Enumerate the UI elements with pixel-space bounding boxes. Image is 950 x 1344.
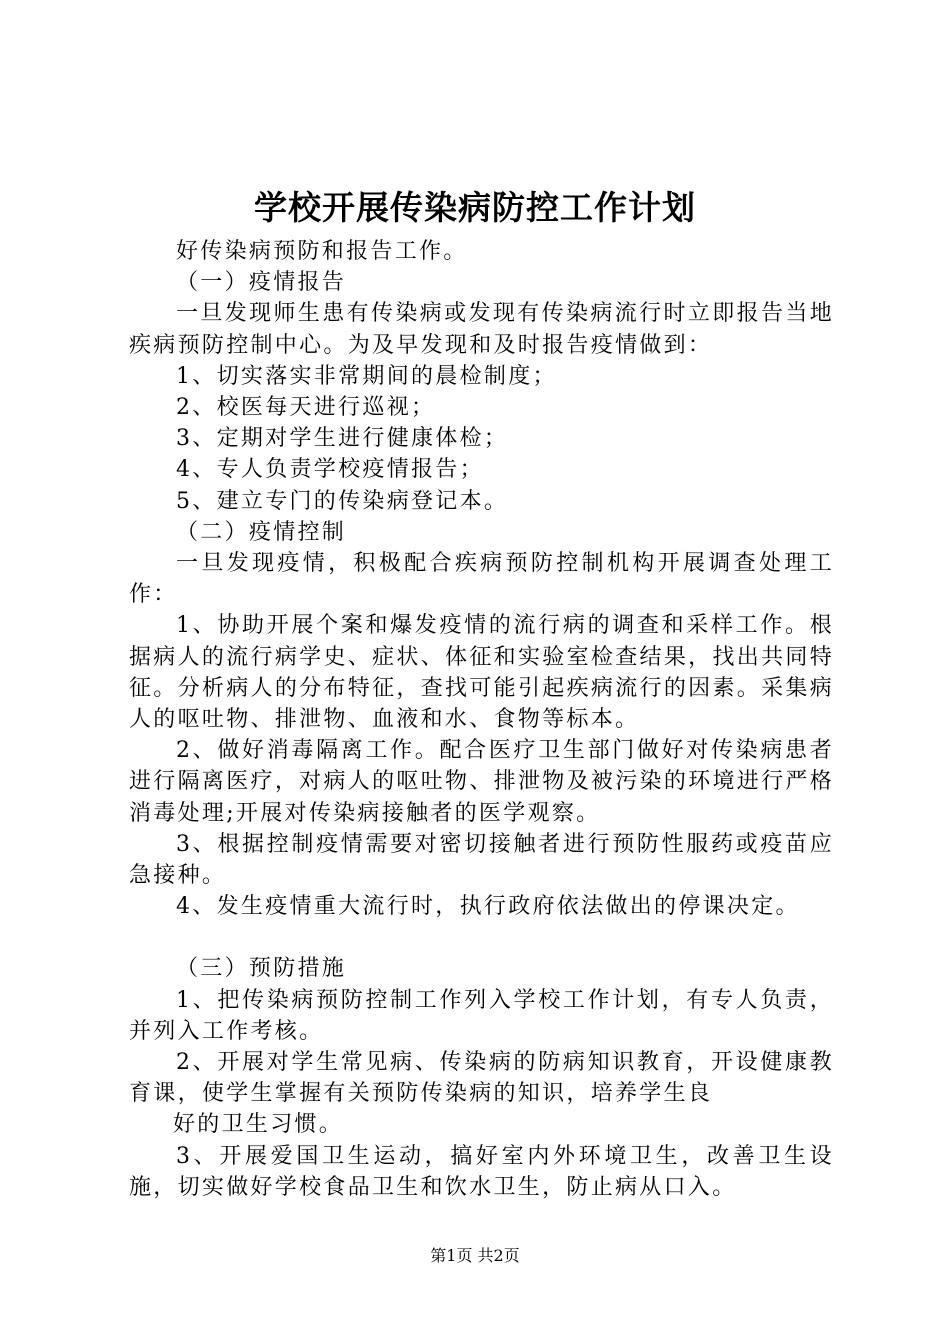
list-item: 1、把传染病预防控制工作列入学校工作计划，有专人负责，并列入工作考核。 [129, 987, 834, 1044]
list-item: 3、根据控制疫情需要对密切接触者进行预防性服药或疫苗应急接种。 [129, 831, 834, 889]
document-title: 学校开展传染病防控工作计划 [254, 188, 696, 227]
section-heading-3: （三）预防措施 [176, 956, 347, 982]
list-item: 5、建立专门的传染病登记本。 [176, 488, 509, 514]
paragraph: 一旦发现师生患有传染病或发现有传染病流行时立即报告当地疾病预防控制中心。为及早发现和及时报告疫情做到： [129, 301, 834, 358]
list-item: 1、切实落实非常期间的晨检制度； [176, 363, 557, 389]
list-item: 3、定期对学生进行健康体检； [176, 426, 509, 452]
list-item: 4、发生疫情重大流行时，执行政府依法做出的停课决定。 [176, 894, 800, 920]
list-item: 4、专人负责学校疫情报告； [176, 457, 484, 483]
paragraph: 一旦发现疫情，积极配合疾病预防控制机构开展调查处理工作： [129, 551, 834, 608]
section-heading-2: （二）疫情控制 [176, 519, 347, 545]
list-item: 1、协助开展个案和爆发疫情的流行病的调查和采样工作。根据病人的流行病学史、症状、体征和实验室检查结果，找出共同特征。分析病人的分布特征，查找可能引起疾病流行的因素。采集病人的呕吐物、排泄物、血液和水、食物等标本。 [129, 613, 834, 733]
list-item: 3、开展爱国卫生运动，搞好室内外环境卫生，改善卫生设施，切实做好学校食品卫生和饮水卫生，防止病从口入。 [129, 1143, 834, 1200]
section-heading-1: （一）疫情报告 [176, 270, 347, 296]
blank-line [129, 922, 834, 953]
list-item: 2、校医每天进行巡视； [176, 395, 436, 421]
list-item: 2、开展对学生常见病、传染病的防病知识教育，开设健康教育课，使学生掌握有关预防传染病的知识，培养学生良 [129, 1050, 834, 1107]
paragraph: 好传染病预防和报告工作。 [176, 239, 468, 264]
page-footer: 第1页 共2页 [430, 1246, 520, 1265]
list-item: 2、做好消毒隔离工作。配合医疗卫生部门做好对传染病患者进行隔离医疗，对病人的呕吐物、排泄物及被污染的环境进行严格消毒处理;开展对传染病接触者的医学观察。 [129, 738, 834, 826]
paragraph-continuation: 好的卫生习惯。 [173, 1112, 344, 1138]
document-body [129, 236, 834, 1203]
